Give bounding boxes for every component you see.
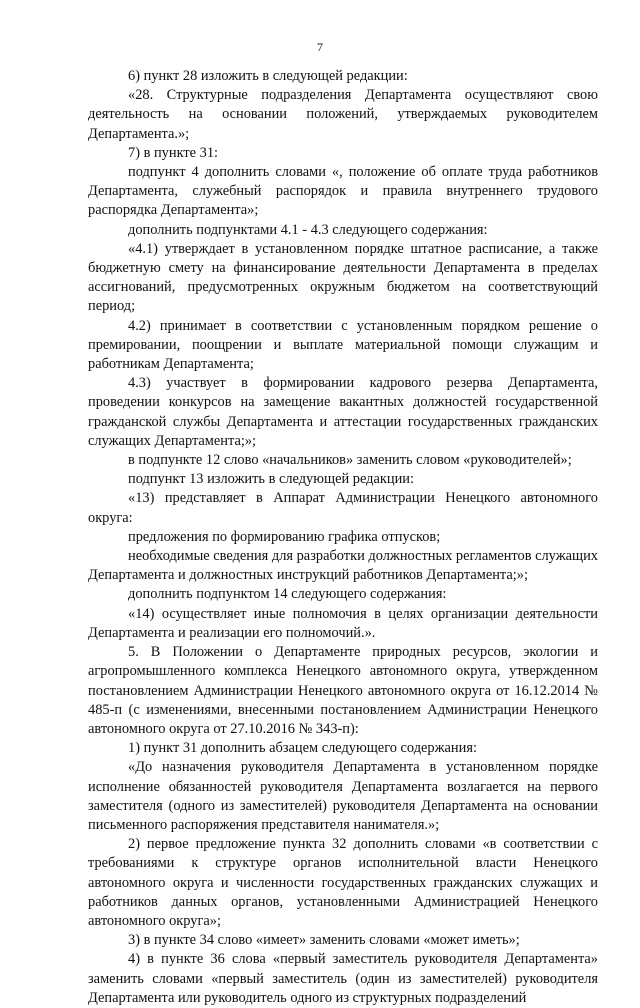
paragraph: «До назначения руководителя Департамента в установленном порядке исполнение обязанностей руководителя Департамента возлагается на первого заместителя (одного из заместителей) руководителя Департамента на основании письменного распоряжения представителя нанимателя.»; bbox=[88, 759, 598, 833]
paragraph: «13) представляет в Аппарат Администрации Ненецкого автономного округа: bbox=[88, 490, 598, 526]
paragraph: дополнить подпунктом 14 следующего содержания: bbox=[128, 586, 447, 603]
paragraph: 4.2) принимает в соответствии с установленным порядком решение о премировании, поощрении и выплате материальной помощи служащим и работникам Департамента; bbox=[88, 317, 598, 373]
paragraph: подпункт 4 дополнить словами «, положение об оплате труда работников Департамента, служебный распорядок и правила внутреннего трудового распорядка Департамента»; bbox=[88, 164, 598, 219]
paragraph: 4.3) участвует в формировании кадрового резерва Департамента, проведении конкурсов на замещение вакантных должностей государственной гражданской службы Департамента и аттестации государственных гражданских служащих Департамента;»; bbox=[88, 375, 598, 449]
paragraph: «14) осуществляет иные полномочия в целях организации деятельности Департамента и реализации его полномочий.». bbox=[88, 605, 598, 641]
paragraph: дополнить подпунктами 4.1 - 4.3 следующего содержания: bbox=[128, 221, 488, 238]
paragraph: 6) пункт 28 изложить в следующей редакции: bbox=[128, 68, 408, 84]
paragraph: предложения по формированию графика отпусков; bbox=[128, 528, 441, 545]
paragraph: 1) пункт 31 дополнить абзацем следующего содержания: bbox=[128, 740, 477, 757]
paragraph: 2) первое предложение пункта 32 дополнить словами «в соответствии с требованиями к структуре органов исполнительной власти Ненецкого автономного округа и численности государственных гражданских служащих и работников данных органов, установленными Администрацией Ненецкого автономного округа»; bbox=[88, 836, 598, 929]
paragraph: 5. В Положении о Департаменте природных ресурсов, экологии и агропромышленного комплекса Ненецкого автономного округа, утвержденном постановлением Администрации Ненецкого автономного округа от 16.12.2014 № 485-п (с изменениями, внесенными постановлением Администрации Ненецкого автономного округа от 27.10.2016 № 343-п): bbox=[88, 644, 598, 737]
paragraph: 7) в пункте 31: bbox=[128, 144, 219, 161]
page-number: 7 bbox=[317, 40, 323, 54]
paragraph: подпункт 13 изложить в следующей редакции: bbox=[128, 471, 414, 488]
paragraph: 4) в пункте 36 слова «первый заместитель руководителя Департамента» заменить словами «первый заместитель (один из заместителей) руководителя Департамента или руководитель одного из структурных подразделений bbox=[88, 951, 598, 1006]
document-body bbox=[88, 67, 598, 1008]
paragraph: «4.1) утверждает в установленном порядке штатное расписание, а также бюджетную смету на финансирование деятельности Департамента в пределах ассигнований, предусмотренных окружным бюджетом на соответствующий период; bbox=[88, 240, 598, 315]
paragraph: «28. Структурные подразделения Департамента осуществляют свою деятельность на основании положений, утверждаемых руководителем Департамента.»; bbox=[88, 87, 598, 142]
paragraph: необходимые сведения для разработки должностных регламентов служащих Департамента и должностных инструкций работников Департамента;»; bbox=[88, 548, 598, 584]
paragraph: 3) в пункте 34 слово «имеет» заменить словами «может иметь»; bbox=[128, 932, 520, 949]
paragraph: в подпункте 12 слово «начальников» заменить словом «руководителей»; bbox=[128, 452, 572, 469]
